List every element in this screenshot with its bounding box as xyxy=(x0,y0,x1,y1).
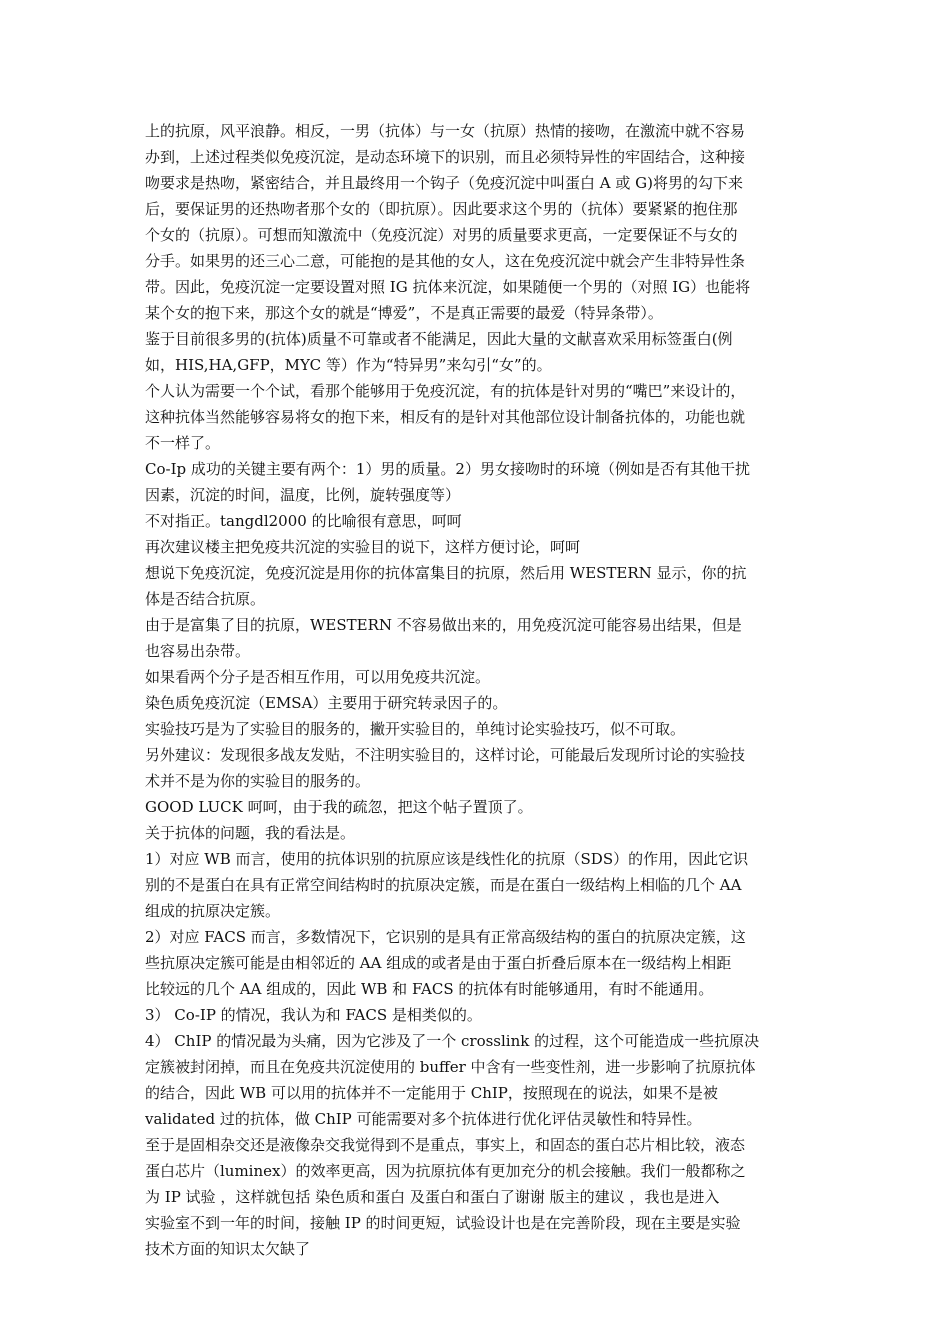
text-line: 某个女的抱下来，那这个女的就是“博爱”，不是真正需要的最爱（特异条带）。 xyxy=(145,304,663,322)
text-line: 不对指正。tangdl2000 的比喻很有意思，呵呵 xyxy=(145,512,462,530)
text-line: GOOD LUCK 呵呵，由于我的疏忽，把这个帖子置顶了。 xyxy=(145,798,533,816)
text-line: 也容易出杂带。 xyxy=(145,642,251,660)
text-line: 至于是固相杂交还是液像杂交我觉得到不是重点，事实上，和固态的蛋白芯片相比较，液态 xyxy=(145,1136,746,1154)
text-line: 分手。如果男的还三心二意，可能抱的是其他的女人，这在免疫沉淀中就会产生非特异性条 xyxy=(145,252,746,270)
paragraph xyxy=(145,664,810,690)
text-line: 体是否结合抗原。 xyxy=(145,590,266,608)
text-line: 后，要保证男的还热吻者那个女的（即抗原）。因此要求这个男的（抗体）要紧紧的抱住那 xyxy=(145,200,738,218)
text-line: 个人认为需要一个个试，看那个能够用于免疫沉淀，有的抗体是针对男的“嘴巴”来设计的， xyxy=(145,382,746,400)
paragraph xyxy=(145,846,810,924)
text-line: Co-Ip 成功的关键主要有两个：1）男的质量。2）男女接吻时的环境（例如是否有其他干扰 xyxy=(145,460,750,478)
paragraph xyxy=(145,924,810,1002)
paragraph xyxy=(145,1132,810,1262)
text-line: 蛋白芯片（luminex）的效率更高，因为抗原抗体有更加充分的机会接触。我们一般都称之 xyxy=(145,1162,746,1180)
text-line: 别的不是蛋白在具有正常空间结构时的抗原决定簇，而是在蛋白一级结构上相临的几个 AA xyxy=(145,876,742,894)
paragraph xyxy=(145,820,810,846)
paragraph xyxy=(145,508,810,534)
paragraph xyxy=(145,742,810,794)
paragraph xyxy=(145,326,810,378)
text-line: 个女的（抗原）。可想而知激流中（免疫沉淀）对男的质量要求更高，一定要保证不与女的 xyxy=(145,226,738,244)
text-line: 关于抗体的问题，我的看法是。 xyxy=(145,824,356,842)
paragraph xyxy=(145,1002,810,1028)
paragraph xyxy=(145,690,810,716)
text-line: 染色质免疫沉淀（EMSA）主要用于研究转录因子的。 xyxy=(145,694,508,712)
text-line: 实验技巧是为了实验目的服务的，撇开实验目的，单纯讨论实验技巧，似不可取。 xyxy=(145,720,686,738)
text-line: 3） Co-IP 的情况，我认为和 FACS 是相类似的。 xyxy=(145,1006,482,1024)
text-line: 另外建议：发现很多战友发贴，不注明实验目的，这样讨论，可能最后发现所讨论的实验技 xyxy=(145,746,746,764)
paragraph xyxy=(145,716,810,742)
text-line: 因素，沉淀的时间，温度，比例，旋转强度等） xyxy=(145,486,461,504)
text-line: 定簇被封闭掉，而且在免疫共沉淀使用的 buffer 中含有一些变性剂，进一步影响了抗原抗体 xyxy=(145,1058,756,1076)
paragraph xyxy=(145,534,810,560)
text-line: 办到，上述过程类似免疫沉淀，是动态环境下的识别，而且必须特异性的牢固结合，这种接 xyxy=(145,148,746,166)
text-line: 如，HIS,HA,GFP，MYC 等）作为“特异男”来勾引“女”的。 xyxy=(145,356,552,374)
text-line: 实验室不到一年的时间，接触 IP 的时间更短，试验设计也是在完善阶段，现在主要是实验 xyxy=(145,1214,741,1232)
text-line: 比较远的几个 AA 组成的，因此 WB 和 FACS 的抗体有时能够通用，有时不能通用。 xyxy=(145,980,714,998)
text-line: 4） ChIP 的情况最为头痛，因为它涉及了一个 crosslink 的过程，这个可能造成一些抗原决 xyxy=(145,1032,760,1050)
paragraph xyxy=(145,378,810,456)
paragraph xyxy=(145,794,810,820)
text-line: 1）对应 WB 而言，使用的抗体识别的抗原应该是线性化的抗原（SDS）的作用，因此它识 xyxy=(145,850,749,868)
text-line: 些抗原决定簇可能是由相邻近的 AA 组成的或者是由于蛋白折叠后原本在一级结构上相距 xyxy=(145,954,732,972)
text-line: 由于是富集了目的抗原，WESTERN 不容易做出来的，用免疫沉淀可能容易出结果，但是 xyxy=(145,616,742,634)
text-line: 不一样了。 xyxy=(145,434,221,452)
text-line: 想说下免疫沉淀，免疫沉淀是用你的抗体富集目的抗原，然后用 WESTERN 显示，你的抗 xyxy=(145,564,747,582)
text-line: validated 过的抗体，做 ChIP 可能需要对多个抗体进行优化评估灵敏性和特异性。 xyxy=(145,1110,702,1128)
text-line: 这种抗体当然能够容易将女的抱下来，相反有的是针对其他部位设计制备抗体的，功能也就 xyxy=(145,408,746,426)
text-line: 鉴于目前很多男的(抗体)质量不可靠或者不能满足，因此大量的文献喜欢采用标签蛋白(例 xyxy=(145,330,733,348)
text-line: 上的抗原，风平浪静。相反，一男（抗体）与一女（抗原）热情的接吻，在激流中就不容易 xyxy=(145,122,746,140)
paragraph xyxy=(145,1028,810,1132)
text-line: 的结合，因此 WB 可以用的抗体并不一定能用于 ChIP，按照现在的说法，如果不是被 xyxy=(145,1084,718,1102)
text-line: 吻要求是热吻，紧密结合，并且最终用一个钩子（免疫沉淀中叫蛋白 A 或 G)将男的勾下来 xyxy=(145,174,743,192)
paragraph xyxy=(145,612,810,664)
paragraph xyxy=(145,560,810,612)
document-page xyxy=(145,118,810,1262)
text-line: 术并不是为你的实验目的服务的。 xyxy=(145,772,371,790)
text-line: 2）对应 FACS 而言，多数情况下，它识别的是具有正常高级结构的蛋白的抗原决定簇，这 xyxy=(145,928,746,946)
paragraph xyxy=(145,118,810,326)
text-line: 带。因此，免疫沉淀一定要设置对照 IG 抗体来沉淀，如果随便一个男的（对照 IG）也能将 xyxy=(145,278,751,296)
text-line: 如果看两个分子是否相互作用，可以用免疫共沉淀。 xyxy=(145,668,491,686)
text-line: 为 IP 试验 ，这样就包括 染色质和蛋白 及蛋白和蛋白了谢谢 版主的建议 ，我也是进入 xyxy=(145,1188,720,1206)
paragraph xyxy=(145,456,810,508)
text-line: 组成的抗原决定簇。 xyxy=(145,902,281,920)
text-line: 再次建议楼主把免疫共沉淀的实验目的说下，这样方便讨论，呵呵 xyxy=(145,538,581,556)
text-line: 技术方面的知识太欠缺了 xyxy=(145,1240,311,1258)
